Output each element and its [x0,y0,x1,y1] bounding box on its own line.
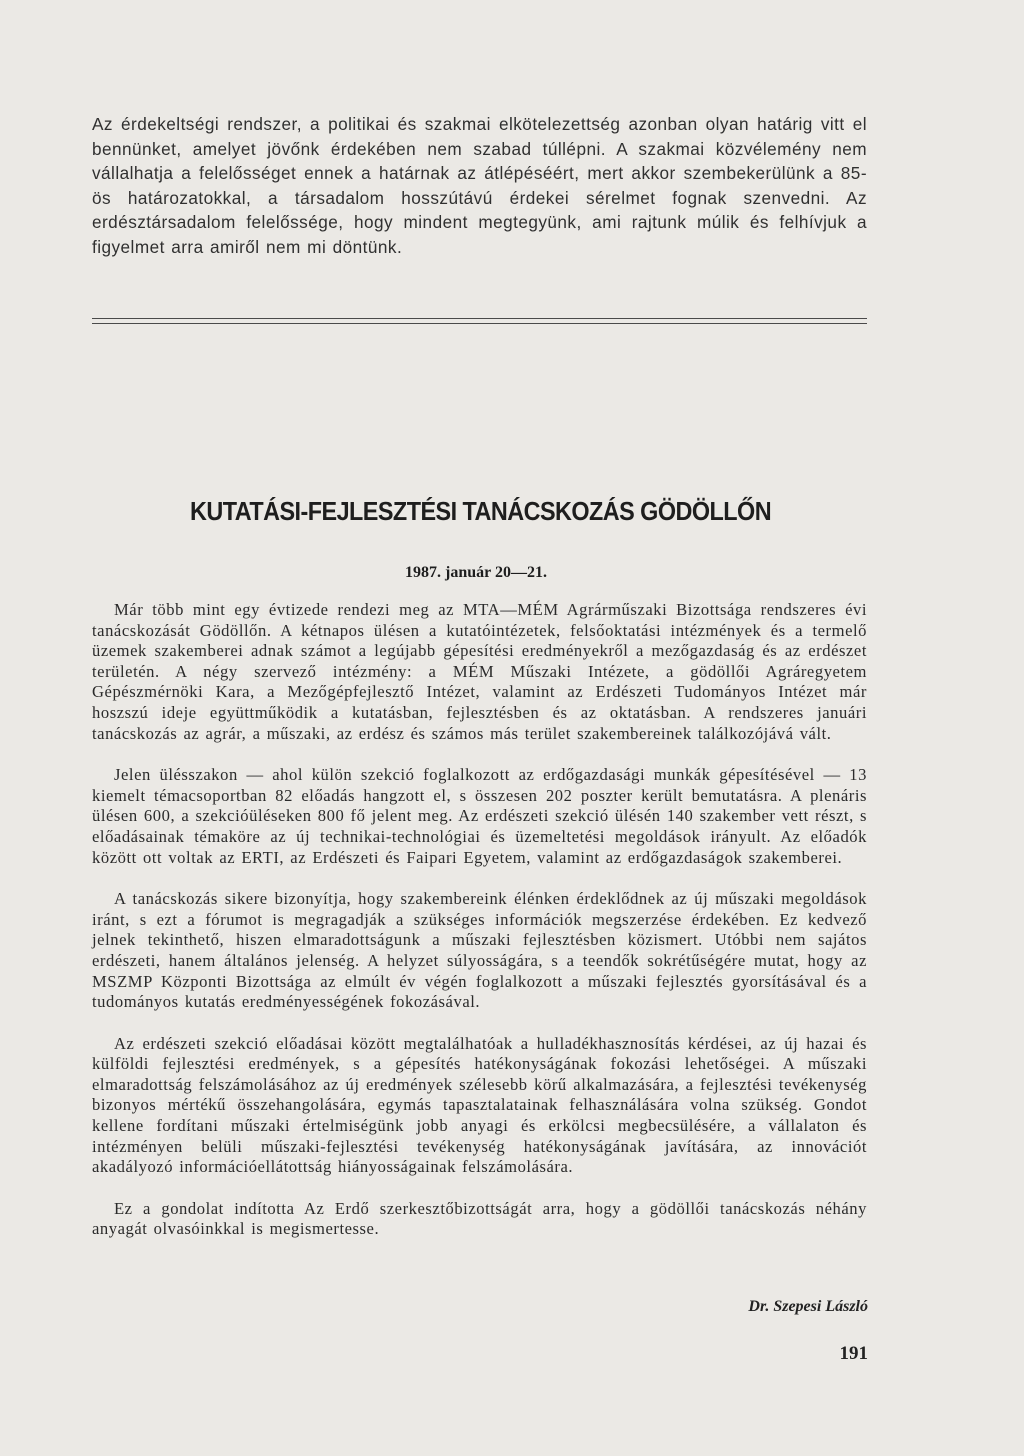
article-date: 1987. január 20—21. [405,564,547,581]
section-divider-top [92,318,867,319]
body-paragraph-4: Az erdészeti szekció előadásai között megtalálhatóak a hulladékhasznosítás kérdései, az új hazai és külföldi fejlesztési eredmények, s a gépesítés hatékonyságának fokozási lehetőségei. A műszaki elmaradottság felszámolásához az új eredmények szélesebb körű alkalmazására, a fejlesztési tevékenység bizonyos mértékű összehangolására, egymás tapasztalatainak felhasználására volna szükség. Gondot kellene fordítani műszaki értelmiségünk jobb anyagi és erkölcsi megbecsülésére, a vállalaton és intézményen belüli műszaki-fejlesztési tevékenység hatékonyságának javítására, az innovációt akadályozó információellátottság hiányosságainak felszámolására. [92,1033,867,1177]
body-paragraph-2: Jelen ülésszakon — ahol külön szekció foglalkozott az erdőgazdasági munkák gépesítésével — 13 kiemelt témacsoportban 82 előadás hangzott el, s összesen 202 poszter került bemutatásra. A plenáris ülésen 600, a szekcióüléseken 800 fő jelent meg. Az erdészeti szekció ülésén 140 szakember vett részt, s előadásainak témaköre az új technikai-technológiai és üzemeltetési megoldások irányult. Az előadók között ott voltak az ERTI, az Erdészeti és Faipari Egyetem, valamint az erdőgazdaságok szakemberei. [92,765,867,867]
body-paragraph-1: Már több mint egy évtizede rendezi meg az MTA—MÉM Agrárműszaki Bizottsága rendszeres évi tanácskozását Gödöllőn. A kétnapos ülésen a kutatóintézetek, felsőoktatási intézmények és a termelő üzemek szakemberei adnak számot a legújabb gépesítési eredményekről a mezőgazdaság és az erdészet területén. A négy szervező intézmény: a MÉM Műszaki Intézete, a gödöllői Agráregyetem Gépészmérnöki Kara, a Mezőgépfejlesztő Intézet, valamint az Erdészeti Tudományos Intézet már hoszszú ideje együttműködik a kutatásban, fejlesztésben és az oktatásban. A rendszeres januári tanácskozás az agrár, a műszaki, az erdész és számos más terület szakembereinek találkozójává vált. [92,600,867,743]
body-paragraph-5: Ez a gondolat indította Az Erdő szerkesztőbizottságát arra, hogy a gödöllői tanácskozás néhány anyagát olvasóinkkal is megismertesse. [92,1198,867,1239]
author-signature: Dr. Szepesi László [748,1298,868,1315]
section-divider-bottom [92,323,867,324]
intro-paragraph: Az érdekeltségi rendszer, a politikai és szakmai elkötelezettség azonban olyan határig vitt el bennünket, amelyet jövőnk érdekében nem szabad túllépni. A szakmai közvélemény nem vállalhatja a felelősséget ennek a határnak az átlépéséért, mert akkor szembekerülünk a 85-ös határozatokkal, a társadalom hosszútávú érdekei sérelmet fognak szenvedni. Az erdésztársadalom felelőssége, hogy mindent megtegyünk, ami rajtunk múlik és felhívjuk a figyelmet arra amiről nem mi döntünk. [92,114,867,257]
article-body [92,600,867,1261]
body-paragraph-3: A tanácskozás sikere bizonyítja, hogy szakembereink élénken érdeklődnek az új műszaki megoldások iránt, s ezt a fórumot is megragadják a szükséges információk megszerzése érdekében. Ez kedvező jelnek tekinthető, hiszen elmaradottságunk a műszaki fejlesztésben közismert. Utóbbi nem sajátos erdészeti, hanem általános jelenség. A helyzet súlyosságára, s a teendők sokrétűségére mutat, hogy az MSZMP Központi Bizottsága az elmúlt év végén foglalkozott a műszaki fejlesztés gyorsításával és a tudományos kutatás eredményességének fokozásával. [92,889,867,1012]
article-title: KUTATÁSI-FEJLESZTÉSI TANÁCSKOZÁS GÖDÖLLŐN [190,496,772,526]
page-number: 191 [839,1343,868,1364]
